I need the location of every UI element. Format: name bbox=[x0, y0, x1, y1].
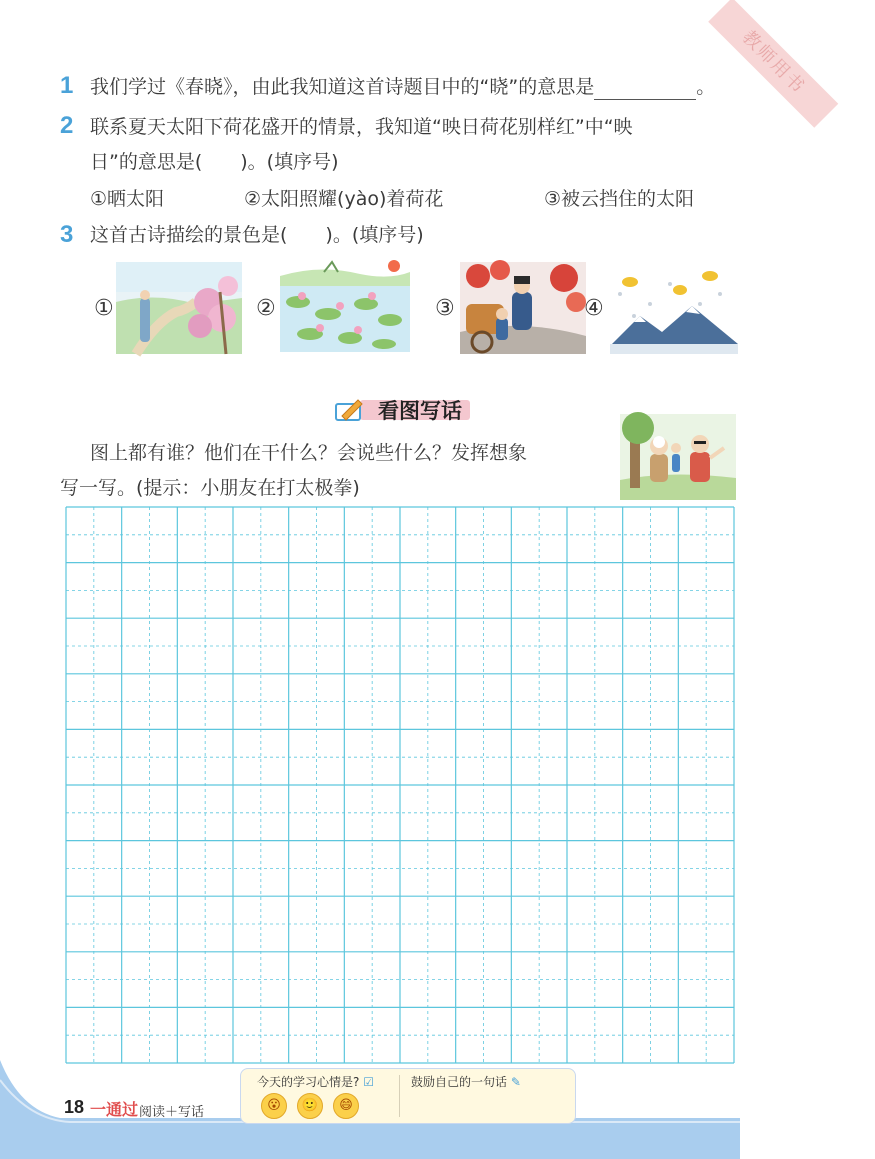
option-2: ②太阳照耀(yào)着荷花 bbox=[244, 188, 444, 210]
corner-tag-text: 教师用书 bbox=[708, 0, 838, 128]
answer-blank-1[interactable] bbox=[594, 81, 696, 100]
option-3: ③被云挡住的太阳 bbox=[544, 188, 695, 210]
writing-grid[interactable] bbox=[66, 507, 734, 1063]
smile-face-icon[interactable]: 🙂 bbox=[297, 1093, 323, 1119]
question-1-number: 1 bbox=[60, 72, 74, 99]
picture-2-label: ② bbox=[256, 296, 276, 321]
question-3-number: 3 bbox=[60, 221, 74, 248]
picture-4-label: ④ bbox=[584, 296, 604, 321]
question-2-line1: 联系夏天太阳下荷花盛开的情景，我知道“映日荷花别样红”中“映 bbox=[90, 116, 633, 138]
question-1-text: 我们学过《春晓》，由此我知道这首诗题目中的“晓”的意思是 bbox=[90, 76, 595, 98]
mood-box bbox=[240, 1068, 576, 1124]
brand-logo: 一通过 bbox=[90, 1100, 139, 1119]
happy-face-icon[interactable]: 😄 bbox=[333, 1093, 359, 1119]
section-title-text: 看图写话 bbox=[378, 399, 462, 423]
mood-divider bbox=[399, 1075, 400, 1117]
autumn-cart-scene-icon bbox=[460, 262, 586, 354]
question-1-end: 。 bbox=[696, 76, 716, 98]
section-title bbox=[332, 394, 472, 424]
page-number: 18 bbox=[64, 1097, 85, 1117]
question-3-text: 这首古诗描绘的景色是( )。(填序号) bbox=[90, 224, 424, 246]
checkbox-icon[interactable]: ☑ bbox=[363, 1075, 374, 1089]
picture-3-label: ③ bbox=[435, 296, 455, 321]
question-1 bbox=[90, 74, 715, 100]
pencil-book-icon bbox=[332, 396, 368, 422]
question-2-line2: 日”的意思是( )。(填序号) bbox=[90, 151, 339, 173]
encourage-label: 鼓励自己的一句话 ✎ bbox=[411, 1075, 521, 1089]
writing-prompt-line1: 图上都有谁？他们在干什么？会说些什么？发挥想象 bbox=[90, 442, 528, 464]
question-2-number: 2 bbox=[60, 112, 74, 139]
surprised-face-icon[interactable]: 😮 bbox=[261, 1093, 287, 1119]
picture-1-label: ① bbox=[94, 296, 114, 321]
lotus-pond-scene-icon bbox=[280, 258, 410, 354]
spring-blossom-scene-icon bbox=[116, 262, 242, 354]
edit-icon[interactable]: ✎ bbox=[510, 1075, 521, 1089]
option-1: ①晒太阳 bbox=[90, 188, 165, 210]
winter-snow-scene-icon bbox=[610, 264, 738, 354]
brand-subtitle: 阅读＋写话 bbox=[139, 1105, 205, 1120]
tai-chi-illustration-icon bbox=[620, 414, 736, 500]
mood-label: 今天的学习心情是? ☑ bbox=[257, 1075, 374, 1089]
writing-prompt-line2: 写一写。(提示：小朋友在打太极拳) bbox=[60, 477, 360, 499]
